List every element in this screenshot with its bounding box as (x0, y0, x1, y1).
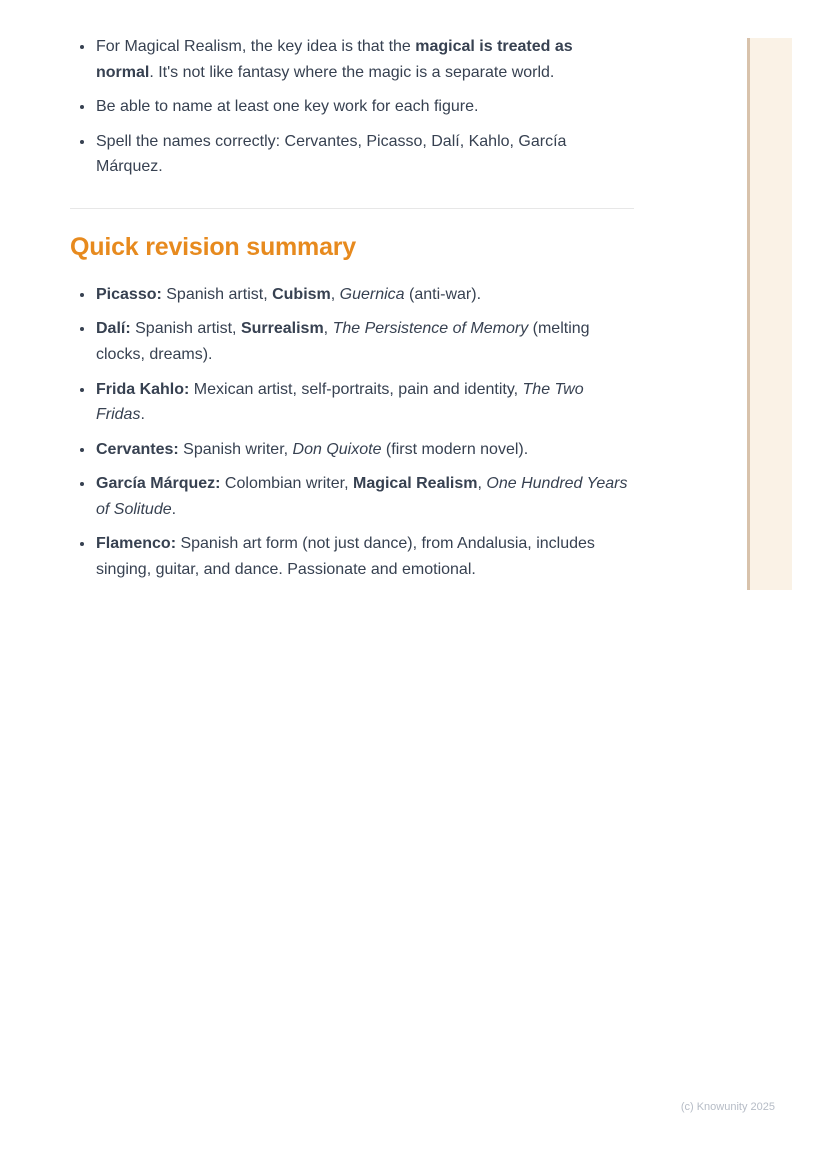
list-item (95, 531, 634, 582)
text-segment: , (477, 475, 487, 493)
list-item (95, 129, 634, 180)
text-segment: Spanish artist, (161, 285, 273, 303)
text-segment: . (171, 500, 177, 518)
list-item (95, 34, 634, 85)
text-segment: , (330, 285, 340, 303)
page-edge-stripe (747, 38, 792, 590)
text-segment: , (323, 320, 333, 338)
text-segment: Picasso: (96, 285, 162, 303)
text-segment: Spell the names correctly: Cervantes, Picasso, Dalí, Kahlo, García Márquez. (96, 132, 567, 176)
text-segment: Guernica (339, 285, 405, 303)
exam-tips-list (70, 34, 634, 180)
list-item (95, 282, 634, 308)
text-segment: The Persistence of Memory (332, 320, 529, 338)
text-segment: Spanish art form (not just dance), from Andalusia, includes singing, guitar, and dance. Passionate and emotional. (96, 535, 595, 579)
text-segment: Flamenco: (96, 535, 177, 553)
text-segment: (melting clocks, dreams). (96, 320, 590, 363)
text-segment: Cubism (272, 285, 331, 303)
revision-summary-list (70, 282, 634, 583)
text-segment: Dalí: (96, 320, 131, 338)
text-segment: One Hundred Years of Solitude (96, 475, 628, 518)
copyright-text: (c) Knowunity 2025 (680, 1101, 775, 1113)
text-segment: . It's not like fantasy where the magic is a separate world. (149, 63, 555, 81)
list-item (95, 94, 634, 120)
list-item (95, 316, 634, 367)
text-segment: magical is treated as normal (96, 38, 573, 81)
text-segment: Spanish artist, (130, 320, 241, 338)
text-segment: Surrealism (240, 320, 324, 338)
text-segment: Don Quixote (292, 440, 382, 458)
list-item (95, 471, 634, 522)
text-segment: Magical Realism (352, 475, 478, 493)
document-content (70, 34, 634, 583)
text-segment: For Magical Realism, the key idea is that the (96, 38, 416, 55)
text-segment: Frida Kahlo: (96, 380, 190, 398)
text-segment: Be able to name at least one key work for each figure. (96, 98, 479, 116)
text-segment: Cervantes: (96, 440, 179, 458)
list-item (95, 437, 634, 463)
text-segment: Spanish writer, (178, 440, 293, 458)
section-divider (70, 208, 634, 209)
text-segment: The Two Fridas (96, 380, 584, 424)
text-segment: (anti-war). (404, 285, 482, 303)
section-heading: Quick revision summary (70, 232, 357, 261)
text-segment: Mexican artist, self-portraits, pain and identity, (189, 380, 523, 398)
text-segment: García Márquez: (96, 475, 221, 493)
list-item (95, 377, 634, 428)
text-segment: . (140, 406, 145, 424)
text-segment: Colombian writer, (220, 475, 353, 493)
text-segment: (first modern novel). (381, 440, 529, 458)
